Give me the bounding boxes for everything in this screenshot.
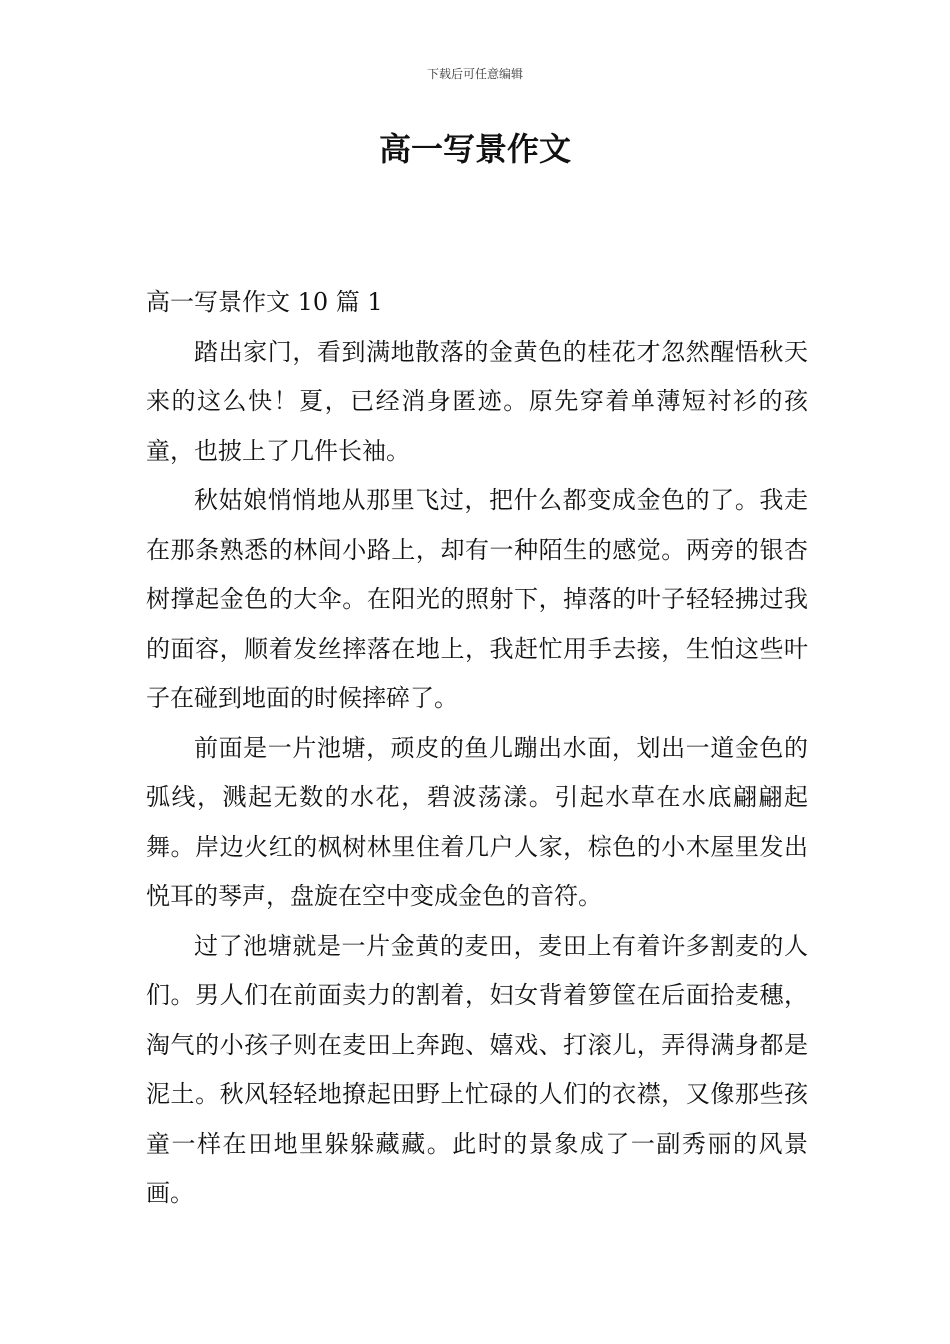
page-title: 高一写景作文 <box>378 130 571 168</box>
document-body <box>146 278 808 1219</box>
paragraph-4: 过了池塘就是一片金黄的麦田，麦田上有着许多割麦的人们。男人们在前面卖力的割着，妇女背着箩筐在后面拾麦穗，淘气的小孩子则在麦田上奔跑、嬉戏、打滚儿，弄得满身都是泥土。秋风轻轻地撩起田野上忙碌的人们的衣襟，又像那些孩童一样在田地里躲躲藏藏。此时的景象成了一副秀丽的风景画。 <box>146 931 808 1207</box>
section-heading: 高一写景作文 10 篇 1 <box>146 288 383 316</box>
paragraph-3: 前面是一片池塘，顽皮的鱼儿蹦出水面，划出一道金色的弧线，溅起无数的水花，碧波荡漾。引起水草在水底翩翩起舞。岸边火红的枫树林里住着几户人家，棕色的小木屋里发出悦耳的琴声，盘旋在空中变成金色的音符。 <box>146 733 808 910</box>
paragraph-2: 秋姑娘悄悄地从那里飞过，把什么都变成金色的了。我走在那条熟悉的林间小路上，却有一种陌生的感觉。两旁的银杏树撑起金色的大伞。在阳光的照射下，掉落的叶子轻轻拂过我的面容，顺着发丝摔落在地上，我赶忙用手去接，生怕这些叶子在碰到地面的时候摔碎了。 <box>146 486 808 712</box>
paragraph-1: 踏出家门，看到满地散落的金黄色的桂花才忽然醒悟秋天来的这么快！夏，已经消身匿迹。原先穿着单薄短衬衫的孩童，也披上了几件长袖。 <box>146 337 808 465</box>
header-note: 下载后可任意编辑 <box>426 67 523 81</box>
